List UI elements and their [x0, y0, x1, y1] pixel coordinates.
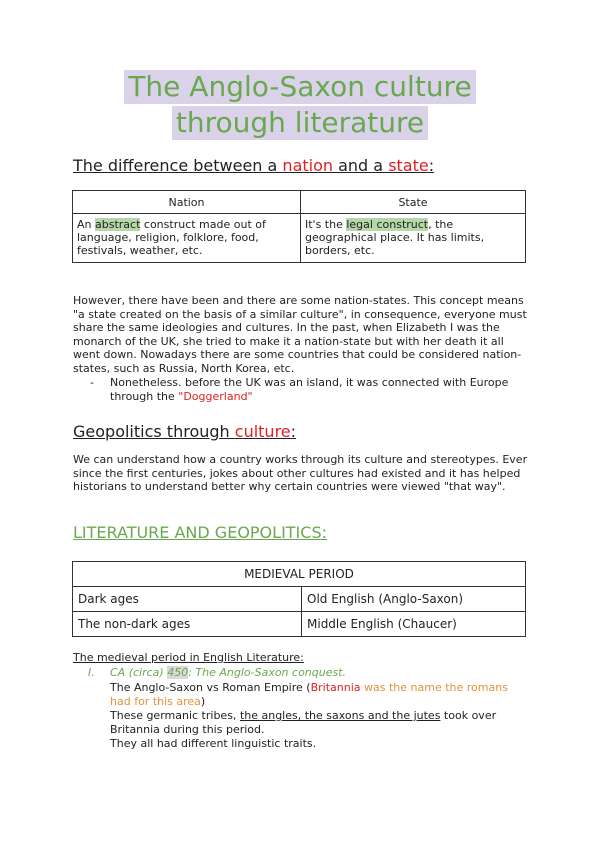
table-cell: Old English (Anglo-Saxon) [302, 587, 526, 612]
table-cell: Middle English (Chaucer) [302, 612, 526, 637]
nation-word: nation [282, 156, 334, 175]
section-heading-literature: LITERATURE AND GEOPOLITICS: [73, 523, 327, 542]
culture-word: culture [234, 422, 291, 441]
list-numeral: I. [88, 666, 95, 679]
section-heading-nation-state: The difference between a nation and a state: [73, 156, 435, 175]
paragraph-nation-states: However, there have been and there are some nation-states. This concept means "a state created on the basis of a similar culture", in consequence, everyone must share the same ideologies and cultures. In the past, when Elizabeth I was the monarch of the UK, she tried to make it a nation-state but with her death it all went down. Nowadays there are some countries that could be considered nation-states, such as Russia, North Korea, etc. [73, 294, 527, 375]
list-item-tribes: These germanic tribes, the angles, the saxons and the jutes took over Britannia during this period. [110, 709, 497, 736]
section-heading-geopolitics: Geopolitics through culture: [73, 422, 297, 441]
medieval-period-header: MEDIEVAL PERIOD [73, 562, 526, 587]
table-header-state: State [301, 191, 526, 214]
list-item-linguistic: They all had different linguistic traits. [110, 737, 317, 750]
table-cell: The non-dark ages [73, 612, 302, 637]
medieval-period-table [72, 561, 526, 637]
nation-definition: An abstract construct made out of language, religion, folklore, food, festivals, weather, etc. [73, 214, 301, 263]
table-header-nation: Nation [73, 191, 301, 214]
bullet-marker: - [90, 376, 94, 389]
state-word: state [388, 156, 429, 175]
paragraph-geopolitics: We can understand how a country works through its culture and stereotypes. Ever since the first centuries, jokes about other cultures had existed and it has helped historians to understand better why certain countries were viewed "that way". [73, 453, 528, 493]
state-definition: It's the legal construct, the geographical place. It has limits, borders, etc. [301, 214, 526, 263]
medieval-subheading: The medieval period in English Literature: [73, 651, 304, 664]
page-title [0, 70, 600, 142]
title-line-1: The Anglo-Saxon culture [124, 70, 475, 104]
nation-state-table [72, 190, 526, 263]
title-line-2: through literature [172, 106, 428, 140]
table-cell: Dark ages [73, 587, 302, 612]
bullet-doggerland: Nonetheless. before the UK was an island, it was connected with Europe through the "Doggerland" [110, 376, 509, 403]
list-item-roman-empire: The Anglo-Saxon vs Roman Empire (Britannia was the name the romans had for this area) [110, 681, 508, 708]
list-item-conquest: CA (circa) 450: The Anglo-Saxon conquest. [110, 666, 347, 679]
